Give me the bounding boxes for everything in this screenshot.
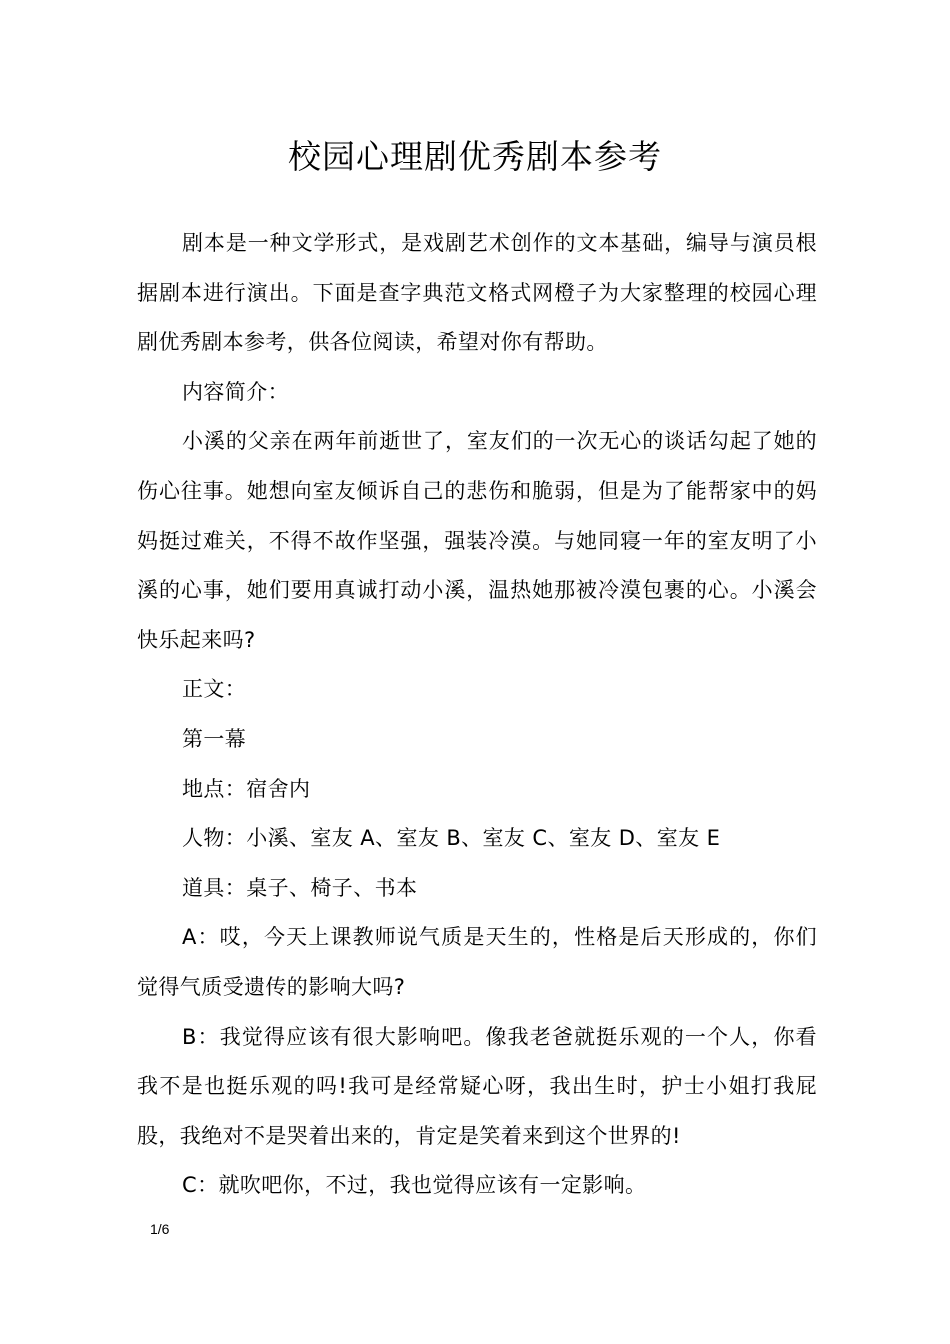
- main-text-heading: 正文：: [182, 677, 247, 702]
- characters-line: 人物：小溪、室友 A、室友 B、室友 C、室友 D、室友 E: [182, 826, 721, 851]
- summary-paragraph: 小溪的父亲在两年前逝世了，室友们的一次无心的谈话勾起了她的伤心往事。她想向室友倾诉自己的悲伤和脆弱，但是为了能帮家中的妈妈挺过难关，不得不故作坚强，强装冷漠。与她同寝一年的室友明了小溪的心事，她们要用真诚打动小溪，温热她那被冷漠包裹的心。小溪会快乐起来吗?: [137, 429, 817, 652]
- dialogue-c: C：就吹吧你，不过，我也觉得应该有一定影响。: [182, 1173, 647, 1198]
- intro-paragraph: 剧本是一种文学形式，是戏剧艺术创作的文本基础，编导与演员根据剧本进行演出。下面是查字典范文格式网橙子为大家整理的校园心理剧优秀剧本参考，供各位阅读，希望对你有帮助。: [137, 231, 817, 355]
- act-heading: 第一幕: [182, 726, 247, 751]
- dialogue-a: A：哎，今天上课教师说气质是天生的，性格是后天形成的，你们觉得气质受遗传的影响大吗?: [137, 925, 817, 999]
- props-line: 道具：桌子、椅子、书本: [182, 875, 418, 900]
- location-line: 地点：宿舍内: [182, 776, 311, 801]
- document-body: [137, 219, 817, 1211]
- document-title: 校园心理剧优秀剧本参考: [288, 137, 662, 176]
- summary-heading: 内容简介：: [182, 379, 289, 404]
- page-number: 1/6: [150, 1221, 170, 1237]
- dialogue-b: B：我觉得应该有很大影响吧。像我老爸就挺乐观的一个人，你看我不是也挺乐观的吗!我可是经常疑心呀，我出生时，护士小姐打我屁股，我绝对不是哭着出来的，肯定是笑着来到这个世界的!: [137, 1024, 817, 1148]
